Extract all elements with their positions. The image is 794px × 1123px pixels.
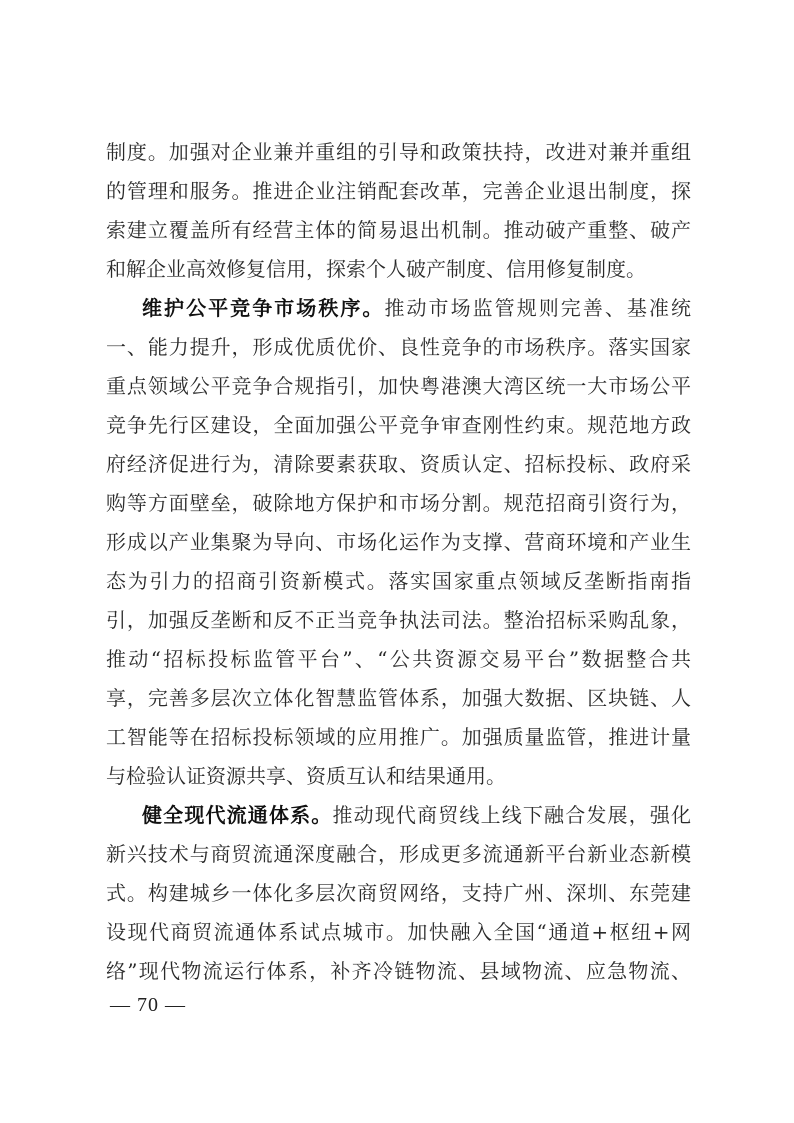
line-text: 和解企业高效修复信用，探索个人破产制度、信用修复制度。	[106, 257, 646, 281]
line-text: 形成以产业集聚为导向、市场化运作为支撑、营商环境和产业生	[106, 530, 691, 554]
line-text: 新兴技术与商贸流通深度融合，形成更多流通新平台新业态新模	[106, 842, 691, 866]
line-text: 推动市场监管规则完善、基准统	[384, 296, 691, 320]
line-text: 态为引力的招商引资新模式。落实国家重点领域反垄断指南指	[106, 569, 691, 593]
paragraph-heading: 健全现代流通体系。	[142, 803, 333, 827]
text-line	[106, 523, 691, 562]
line-text: 竞争先行区建设，全面加强公平竞争审查刚性约束。规范地方政	[106, 413, 691, 437]
text-line	[106, 835, 691, 874]
line-text: 索建立覆盖所有经营主体的简易退出机制。推动破产重整、破产	[106, 218, 691, 242]
text-line	[106, 328, 691, 367]
text-line	[106, 367, 691, 406]
line-text: 工智能等在招标投标领域的应用推广。加强质量监管，推进计量	[106, 725, 691, 749]
text-line	[106, 211, 691, 250]
text-line	[106, 250, 691, 289]
line-text: 一、能力提升，形成优质优价、良性竞争的市场秩序。落实国家	[106, 335, 691, 359]
line-text: 络”现代物流运行体系，补齐冷链物流、县域物流、应急物流、	[106, 959, 691, 983]
text-line	[106, 757, 691, 796]
text-line	[106, 679, 691, 718]
paragraph-heading: 维护公平竞争市场秩序。	[142, 296, 385, 320]
line-text: 设现代商贸流通体系试点城市。加快融入全国“通道+枢纽+网	[106, 920, 691, 944]
text-line	[106, 406, 691, 445]
text-line	[106, 718, 691, 757]
line-text: 购等方面壁垒，破除地方保护和市场分割。规范招商引资行为，	[106, 491, 691, 515]
paragraph-first-line	[106, 289, 691, 328]
line-text: 府经济促进行为，清除要素获取、资质认定、招标投标、政府采	[106, 452, 691, 476]
text-line	[106, 952, 691, 991]
line-text: 享，完善多层次立体化智慧监管体系，加强大数据、区块链、人	[106, 686, 691, 710]
line-text: 引，加强反垄断和反不正当竞争执法司法。整治招标采购乱象，	[106, 608, 691, 632]
text-line	[106, 445, 691, 484]
text-line	[106, 133, 691, 172]
paragraph-first-line	[106, 796, 691, 835]
page-number: — 70 —	[110, 994, 186, 1016]
text-line	[106, 172, 691, 211]
line-text: 式。构建城乡一体化多层次商贸网络，支持广州、深圳、东莞建	[106, 881, 691, 905]
text-line	[106, 601, 691, 640]
line-text: 制度。加强对企业兼并重组的引导和政策扶持，改进对兼并重组	[106, 140, 691, 164]
text-line	[106, 562, 691, 601]
text-line	[106, 640, 691, 679]
line-text: 推动现代商贸线上线下融合发展，强化	[332, 803, 691, 827]
text-line	[106, 484, 691, 523]
line-text: 与检验认证资源共享、资质互认和结果通用。	[106, 764, 506, 788]
line-text: 的管理和服务。推进企业注销配套改革，完善企业退出制度，探	[106, 179, 691, 203]
document-body	[106, 133, 691, 991]
line-text: 推动“招标投标监管平台”、“公共资源交易平台”数据整合共	[106, 647, 691, 671]
text-line	[106, 874, 691, 913]
line-text: 重点领域公平竞争合规指引，加快粤港澳大湾区统一大市场公平	[106, 374, 691, 398]
text-line	[106, 913, 691, 952]
